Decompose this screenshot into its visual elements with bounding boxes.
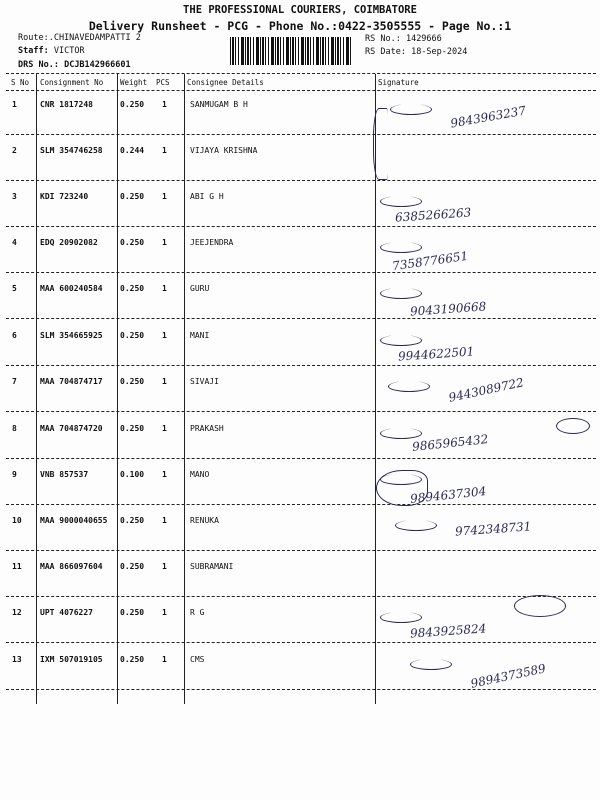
handwritten-phone-number: 7358776651 <box>391 248 469 274</box>
signature-bracket-scribble <box>373 108 388 180</box>
row-divider <box>6 226 596 227</box>
cell-pcs: 1 <box>162 424 167 433</box>
cell-sno: 7 <box>12 377 17 386</box>
cell-consignment: SLM 354665925 <box>40 331 103 340</box>
company-title: THE PROFESSIONAL COURIERS, COIMBATORE <box>183 4 417 16</box>
cell-consignment: MAA 866097604 <box>40 562 103 571</box>
cell-pcs: 1 <box>162 655 167 664</box>
cell-weight: 0.250 <box>120 238 145 247</box>
cell-weight: 0.250 <box>120 100 145 109</box>
cell-consignee: MANO <box>190 470 210 479</box>
col-header-consignment: Consignment No <box>40 78 104 87</box>
cell-sno: 6 <box>12 331 17 340</box>
cell-sno: 4 <box>12 238 17 247</box>
cell-weight: 0.250 <box>120 562 145 571</box>
barcode <box>230 37 352 65</box>
signature-scribble <box>380 288 422 299</box>
col-header-sno: S No <box>11 78 30 87</box>
rs-no-line <box>365 34 442 44</box>
cell-consignment: IXM 507019105 <box>40 655 103 664</box>
cell-weight: 0.244 <box>120 146 145 155</box>
row-divider <box>6 689 596 690</box>
cell-consignment: VNB 857537 <box>40 470 89 479</box>
cell-weight: 0.250 <box>120 377 145 386</box>
cell-consignment: EDQ 20902082 <box>40 238 98 247</box>
cell-consignee: PRAKASH <box>190 424 224 433</box>
cell-weight: 0.250 <box>120 516 145 525</box>
row-divider <box>6 318 596 319</box>
column-divider <box>117 74 118 704</box>
cell-weight: 0.250 <box>120 284 145 293</box>
cell-pcs: 1 <box>162 331 167 340</box>
col-header-details: Consignee Details <box>187 78 264 87</box>
cell-sno: 11 <box>12 562 22 571</box>
cell-sno: 1 <box>12 100 17 109</box>
cell-pcs: 1 <box>162 516 167 525</box>
cell-consignee: VIJAYA KRISHNA <box>190 146 258 155</box>
row-divider <box>6 180 596 181</box>
handwritten-phone-number: 9894373589 <box>469 661 547 691</box>
signature-scribble <box>390 104 432 115</box>
route-label: Route:. <box>18 33 54 43</box>
handwritten-phone-number: 9944622501 <box>397 344 475 364</box>
staff-value: VICTOR <box>53 46 85 56</box>
row-divider <box>6 596 596 597</box>
cell-consignment: KDI 723240 <box>40 192 89 201</box>
cell-weight: 0.250 <box>120 192 145 201</box>
row-divider <box>6 272 596 273</box>
cell-sno: 9 <box>12 470 17 479</box>
handwritten-phone-number: 9843963237 <box>449 103 527 131</box>
cell-weight: 0.100 <box>120 470 145 479</box>
column-divider <box>36 74 37 704</box>
signature-scribble <box>395 520 437 531</box>
cell-consignment: MAA 9000040655 <box>40 516 108 525</box>
gate-scribble <box>514 595 566 617</box>
handwritten-phone-number: 9043190668 <box>409 299 487 319</box>
cell-pcs: 1 <box>162 100 167 109</box>
drs-label: DRS No.: <box>18 60 59 70</box>
rs-date-value: 18-Sep-2024 <box>411 47 468 57</box>
cell-pcs: 1 <box>162 284 167 293</box>
signature-scribble <box>380 428 422 439</box>
cell-consignee: SANMUGAM B H <box>190 100 248 109</box>
cell-pcs: 1 <box>162 562 167 571</box>
row-divider <box>6 411 596 412</box>
staff-label: Staff: <box>18 46 49 56</box>
row-divider <box>6 550 596 551</box>
signature-scribble <box>410 659 452 670</box>
cell-pcs: 1 <box>162 192 167 201</box>
cell-pcs: 1 <box>162 470 167 479</box>
header-top-rule <box>6 73 596 74</box>
handwritten-phone-number: 9865965432 <box>411 432 489 454</box>
cell-consignee: JEEJENDRA <box>190 238 234 247</box>
cell-pcs: 1 <box>162 608 167 617</box>
col-header-weight: Weight <box>120 78 148 87</box>
rs-no-value: 1429666 <box>405 34 442 44</box>
cell-consignment: MAA 704874717 <box>40 377 103 386</box>
cell-sno: 10 <box>12 516 22 525</box>
handwritten-phone-number: 9894637304 <box>409 484 487 506</box>
col-header-signature: Signature <box>378 78 419 87</box>
row-divider <box>6 458 596 459</box>
cell-consignment: MAA 600240584 <box>40 284 103 293</box>
cell-consignment: UPT 4076227 <box>40 608 93 617</box>
signature-scribble <box>388 381 430 392</box>
cell-consignment: SLM 354746258 <box>40 146 103 155</box>
cell-consignee: MANI <box>190 331 210 340</box>
cell-sno: 3 <box>12 192 17 201</box>
header-bottom-rule <box>6 90 596 91</box>
drs-value: DCJB142966601 <box>64 60 131 70</box>
cell-weight: 0.250 <box>120 424 145 433</box>
cell-consignee: CMS <box>190 655 205 664</box>
row-divider <box>6 504 596 505</box>
row-divider <box>6 365 596 366</box>
cell-sno: 8 <box>12 424 17 433</box>
cell-consignee: RENUKA <box>190 516 219 525</box>
cell-consignee: SIVAJI <box>190 377 219 386</box>
rs-date-line <box>365 47 467 57</box>
cell-consignee: GURU <box>190 284 210 293</box>
row-divider <box>6 134 596 135</box>
handwritten-phone-number: 9443089722 <box>447 375 525 405</box>
rs-no-label: RS No.: <box>365 34 401 44</box>
box-scribble <box>556 418 590 434</box>
route-line <box>18 33 141 43</box>
cell-pcs: 1 <box>162 146 167 155</box>
cell-weight: 0.250 <box>120 331 145 340</box>
rs-date-label: RS Date: <box>365 47 406 57</box>
signature-scribble <box>380 242 422 253</box>
handwritten-phone-number: 9742348731 <box>454 519 532 539</box>
runsheet-title: Delivery Runsheet - PCG - Phone No.:0422-3505555 - Page No.:1 <box>88 19 512 33</box>
signature-scribble <box>380 612 422 623</box>
staff-line <box>18 46 85 56</box>
cell-consignee: SUBRAMANI <box>190 562 234 571</box>
column-divider <box>184 74 185 704</box>
route-value: CHINAVEDAMPATTI 2 <box>53 33 141 43</box>
cell-pcs: 1 <box>162 377 167 386</box>
cell-sno: 2 <box>12 146 17 155</box>
cell-pcs: 1 <box>162 238 167 247</box>
cell-weight: 0.250 <box>120 608 145 617</box>
handwritten-phone-number: 9843925824 <box>409 621 487 641</box>
cell-sno: 12 <box>12 608 22 617</box>
signature-scribble <box>380 335 422 346</box>
row-divider <box>6 642 596 643</box>
cell-consignee: ABI G H <box>190 192 224 201</box>
cell-consignment: MAA 704874720 <box>40 424 103 433</box>
cell-consignment: CNR 1817248 <box>40 100 93 109</box>
cell-sno: 13 <box>12 655 22 664</box>
drs-line <box>18 60 131 70</box>
col-header-pcs: PCS <box>156 78 170 87</box>
cell-sno: 5 <box>12 284 17 293</box>
cell-weight: 0.250 <box>120 655 145 664</box>
cell-consignee: R G <box>190 608 205 617</box>
signature-loop-scribble <box>376 470 428 506</box>
handwritten-phone-number: 6385266263 <box>394 205 472 225</box>
signature-scribble <box>380 196 422 207</box>
